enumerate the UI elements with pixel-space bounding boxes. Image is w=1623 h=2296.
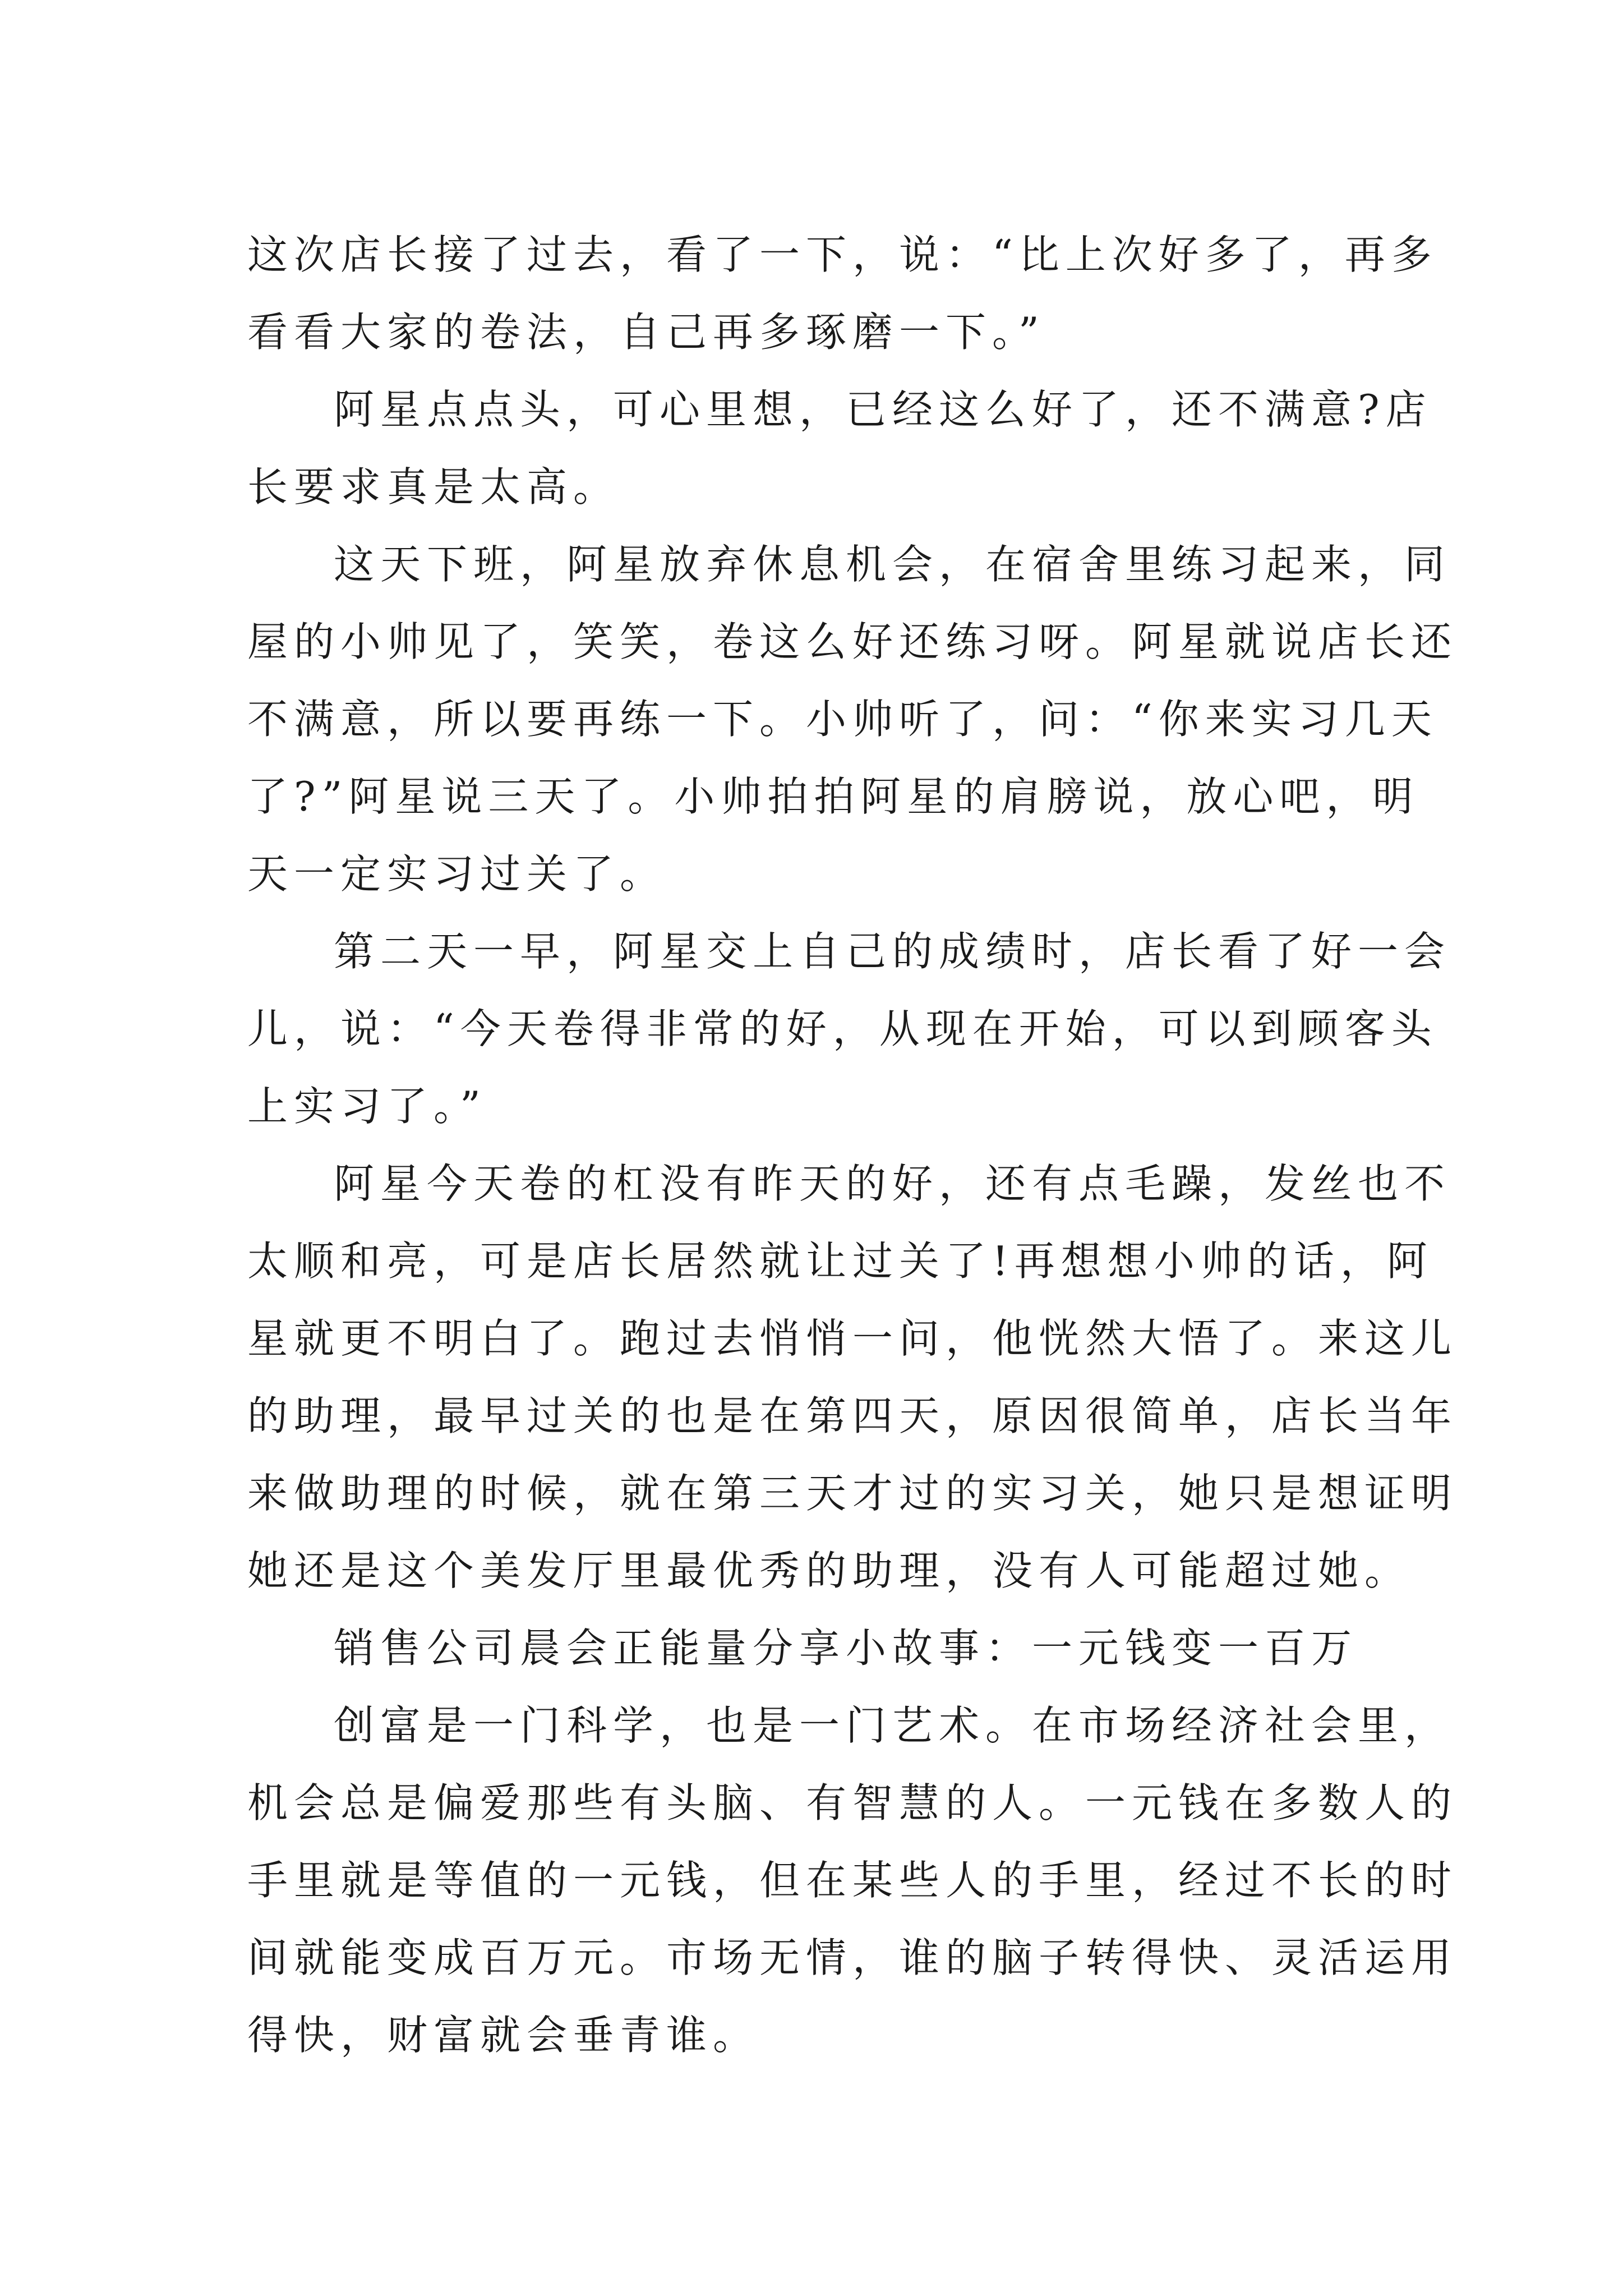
paragraph-start-line: 创富是一门科学，也是一门艺术。在市场经济社会里， [334,1702,1451,1749]
text-line: 上实习了。” [247,1083,487,1130]
text-line: 机会总是偏爱那些有头脑、有智慧的人。一元钱在多数人的 [247,1779,1458,1826]
paragraph-start-line: 阿星今天卷的杠没有昨天的好，还有点毛躁，发丝也不 [334,1160,1451,1207]
text-line: 屋的小帅见了，笑笑，卷这么好还练习呀。阿星就说店长还 [247,618,1458,665]
text-line: 得快，财富就会垂青谁。 [247,2012,760,2059]
paragraph-start-line: 第二天一早，阿星交上自己的成绩时，店长看了好一会 [334,928,1451,975]
text-line: 长要求真是太高。 [247,463,620,510]
text-line: 手里就是等值的一元钱，但在某些人的手里，经过不长的时 [247,1857,1458,1904]
text-line: 不满意，所以要再练一下。小帅听了，问：“你来实习几天 [247,696,1438,743]
text-line: 看看大家的卷法，自己再多琢磨一下。” [247,309,1045,356]
text-line: 了?”阿星说三天了。小帅拍拍阿星的肩膀说，放心吧，明 [247,773,1419,820]
text-line: 的助理，最早过关的也是在第四天，原因很简单，店长当年 [247,1392,1458,1439]
text-line: 天一定实习过关了。 [247,850,667,898]
section-heading: 销售公司晨会正能量分享小故事：一元钱变一百万 [334,1625,1358,1672]
text-line: 间就能变成百万元。市场无情，谁的脑子转得快、灵活运用 [247,1934,1458,1981]
text-line: 这次店长接了过去，看了一下，说：“比上次好多了，再多 [247,231,1438,278]
text-line: 儿，说：“今天卷得非常的好，从现在开始，可以到顾客头 [247,1005,1438,1052]
text-line: 星就更不明白了。跑过去悄悄一问，他恍然大悟了。来这儿 [247,1315,1458,1362]
text-line: 她还是这个美发厅里最优秀的助理，没有人可能超过她。 [247,1547,1412,1594]
document-body [247,216,1458,2074]
text-line: 太顺和亮，可是店长居然就让过关了!再想想小帅的话，阿 [247,1237,1433,1285]
paragraph-start-line: 阿星点点头，可心里想，已经这么好了，还不满意?店 [334,386,1432,433]
paragraph-start-line: 这天下班，阿星放弃休息机会，在宿舍里练习起来，同 [334,541,1451,588]
text-line: 来做助理的时候，就在第三天才过的实习关，她只是想证明 [247,1470,1458,1517]
